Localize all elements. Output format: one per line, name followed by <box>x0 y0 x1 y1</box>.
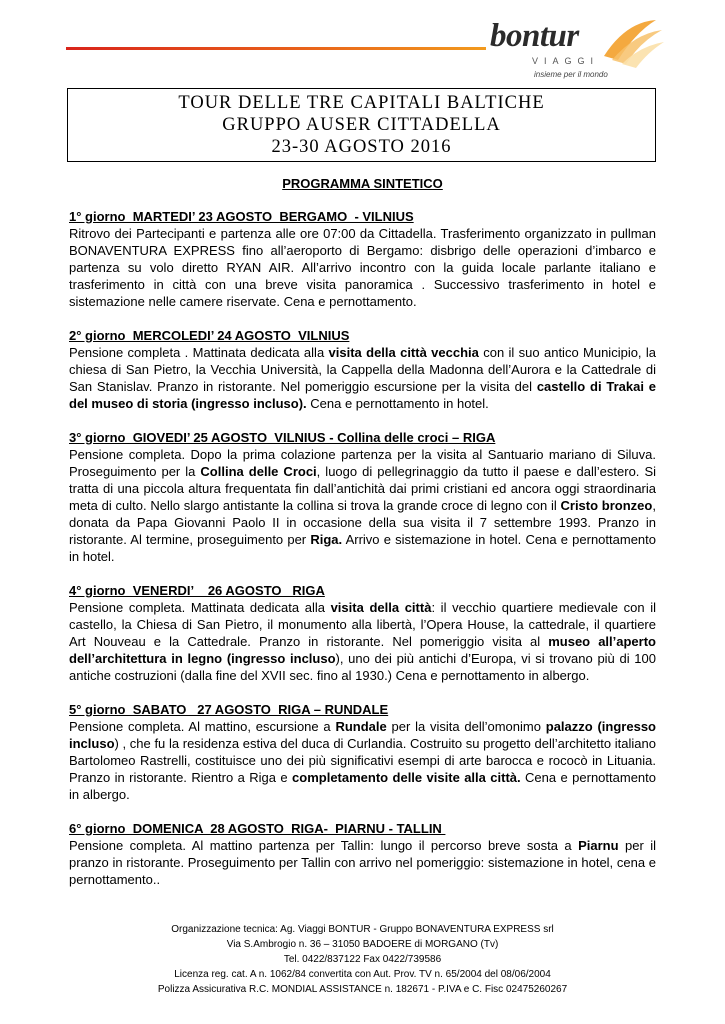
day-description <box>69 837 656 888</box>
day-section <box>69 701 656 803</box>
body-text: per il pranzo in ristorante. Proseguimento per Tallin con arrivo nel pomeriggio: sistemazione in hotel, cena e pernottamento.. <box>69 838 656 887</box>
logo-subtext: VIAGGI <box>532 56 600 66</box>
body-text: , luogo di pellegrinaggio da tutto il paese e dall’estero. Si tratta di una piccola altura frequentata fin dall’antichità dai primi cristiani ed ancora oggi straordinaria meta di culto. Nello slargo antistante la collina si trova la grande croce di legno con il <box>69 464 657 513</box>
header-accent-line <box>66 47 486 50</box>
body-text: Cena e pernottamento in albergo. <box>69 770 656 802</box>
highlight-text: Cristo bronzeo <box>560 498 653 513</box>
day-section <box>69 327 656 412</box>
body-text: ), uno dei più antichi d’Europa, vi si trovano più di 100 antiche costruzioni (dalla fine del XVII sec. fino al 1930.) Cena e pernottamento in albergo. <box>69 651 656 683</box>
footer-line: Organizzazione tecnica: Ag. Viaggi BONTUR - Gruppo BONAVENTURA EXPRESS srl <box>171 924 554 935</box>
page-header <box>0 0 725 90</box>
body-text: per la visita dell’omonimo <box>386 719 546 734</box>
highlight-text: castello di Trakai e del museo di storia (ingresso incluso). <box>69 379 656 411</box>
logo-swoosh-icon <box>596 14 666 74</box>
logo-tagline: insieme per il mondo <box>534 70 608 79</box>
body-text: Cena e pernottamento in hotel. <box>306 396 489 411</box>
day-section <box>69 582 656 684</box>
body-text: , donata da Papa Giovanni Paolo II in occasione della sua visita il 7 settembre 1993. Pranzo in ristorante. Al termine, proseguimento per <box>69 498 656 547</box>
body-text: Pensione completa . Mattinata dedicata alla <box>69 345 329 360</box>
footer-line: Licenza reg. cat. A n. 1062/84 convertita con Aut. Prov. TV n. 65/2004 del 08/06/2004 <box>174 969 551 980</box>
day-description <box>69 344 656 412</box>
body-text: Pensione completa. Al mattino partenza per Tallin: lungo il percorso breve sosta a <box>69 838 579 853</box>
day-section <box>69 429 656 565</box>
program-subtitle: PROGRAMMA SINTETICO <box>282 176 443 191</box>
day-heading: 4° giorno VENERDI’ 26 AGOSTO RIGA <box>69 583 325 598</box>
itinerary <box>69 208 656 905</box>
day-description <box>69 225 656 310</box>
highlight-text: Riga. <box>310 532 343 547</box>
body-text: Arrivo e sistemazione in hotel. Cena e pernottamento in hotel. <box>69 532 656 564</box>
footer-line: Via S.Ambrogio n. 36 – 31050 BADOERE di MORGANO (Tv) <box>226 939 499 950</box>
highlight-text: completamento delle visite alla città. <box>292 770 521 785</box>
body-text: Pensione completa. Mattinata dedicata alla <box>69 600 331 615</box>
title-line-1: TOUR DELLE TRE CAPITALI BALTICHE <box>178 93 545 113</box>
highlight-text: Rundale <box>335 719 387 734</box>
title-box <box>67 88 656 162</box>
footer <box>0 922 725 997</box>
body-text: con il suo antico Municipio, la chiesa di San Pietro, la Vecchia Università, la Cappella della Madonna dell’Aurora e la Cattedrale di San Stanislav. Pranzo in ristorante. Nel pomeriggio escursione per la visita del <box>69 345 657 394</box>
logo-wordmark: bontur <box>490 18 579 54</box>
day-heading: 5° giorno SABATO 27 AGOSTO RIGA – RUNDALE <box>69 702 389 717</box>
highlight-text: visita della città <box>330 600 432 615</box>
title-line-3: 23-30 AGOSTO 2016 <box>271 137 452 157</box>
day-heading: 2° giorno MERCOLEDI’ 24 AGOSTO VILNIUS <box>69 328 350 343</box>
day-section <box>69 208 656 310</box>
highlight-text: Piarnu <box>578 838 619 853</box>
body-text: Ritrovo dei Partecipanti e partenza alle ore 07:00 da Cittadella. Trasferimento organizzato in pullman BONAVENTURA EXPRESS fino all’aeroporto di Bergamo: disbrigo delle operazioni d’imbarco e partenza su volo diretto RYAN AIR. All’arrivo incontro con la guida locale parlante italiano e trasferimento in città con una breve visita panoramica . Successivo trasferimento in hotel e sistemazione nelle camere riservate. Cena e pernottamento. <box>69 226 656 309</box>
bontur-logo <box>484 18 684 88</box>
day-description <box>69 446 656 565</box>
day-section <box>69 820 656 888</box>
body-text: : il vecchio quartiere medievale con il castello, la Chiesa di San Pietro, il monumento alla libertà, l’Opera House, la cattedrale, il quartiere Art Nouveau e la Cattedrale. Pranzo in ristorante. Nel pomeriggio visita al <box>69 600 656 649</box>
title-line-2: GRUPPO AUSER CITTADELLA <box>222 115 501 135</box>
highlight-text: palazzo (ingresso incluso <box>69 719 656 751</box>
day-heading: 1° giorno MARTEDI’ 23 AGOSTO BERGAMO - VILNIUS <box>69 209 414 224</box>
day-heading: 6° giorno DOMENICA 28 AGOSTO RIGA- PIARNU - TALLIN <box>69 821 446 836</box>
body-text: ) , che fu la residenza estiva del duca di Curlandia. Costruito su progetto dell’architetto italiano Bartolomeo Rastrelli, costituisce uno dei più significativi esempi di arte barocca e rococò in Lituania. Pranzo in ristorante. Rientro a Riga e <box>69 736 656 785</box>
body-text: Pensione completa. Al mattino, escursione a <box>69 719 336 734</box>
day-description <box>69 599 656 684</box>
body-text: Pensione completa. Dopo la prima colazione partenza per la visita al Santuario mariano di Siluva. Proseguimento per la <box>69 447 656 479</box>
highlight-text: visita della città vecchia <box>328 345 479 360</box>
day-heading: 3° giorno GIOVEDI’ 25 AGOSTO VILNIUS - Collina delle croci – RIGA <box>69 430 496 445</box>
day-description <box>69 718 656 803</box>
footer-line: Tel. 0422/837122 Fax 0422/739586 <box>283 954 442 965</box>
footer-line: Polizza Assicurativa R.C. MONDIAL ASSISTANCE n. 182671 - P.IVA e C. Fisc 02475260267 <box>157 984 568 995</box>
highlight-text: museo all’aperto dell’architettura in legno (ingresso incluso <box>69 634 656 666</box>
highlight-text: Collina delle Croci <box>200 464 317 479</box>
